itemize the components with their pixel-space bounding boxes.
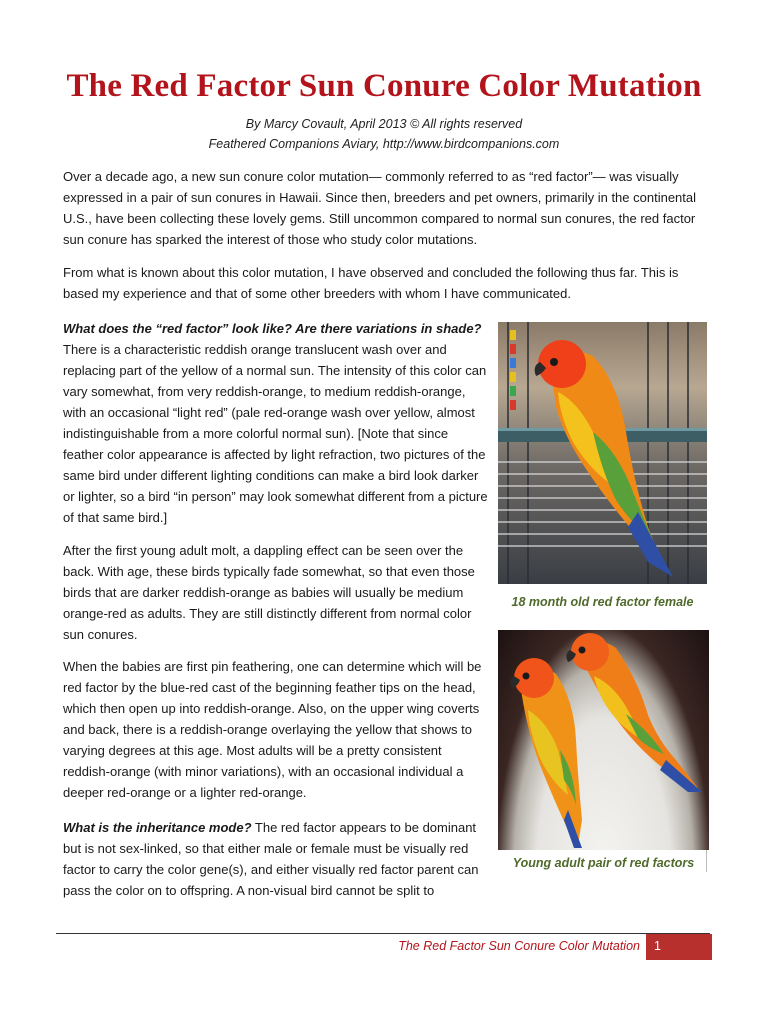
appearance-question: What does the “red factor” look like? Are there variations in shade? bbox=[63, 321, 482, 336]
inheritance-paragraph: The red factor appears to be dominant but is not sex-linked, so that either male or female must be visually red factor to carry the color gene(s), and either visually red factor parent can pass the color on to offspring. A non-visual bird cannot be split to bbox=[63, 820, 479, 898]
page-number-box bbox=[646, 934, 712, 960]
appearance-paragraph: There is a characteristic reddish orange translucent wash over and replacing part of the yellow of a normal sun. The intensity of this color can vary somewhat, from very reddish-orange, to medium reddish-orange, with an occasional “light red” (pale red-orange wash over yellow, almost indistinguishable from a more colorful normal sun). [Note that since feather color appearance is affected by light refraction, two pictures of the same bird under different lighting conditions can make a bird look darker or lighter, so a bird “in person” may look somewhat different from a picture of that same bird.] bbox=[63, 342, 488, 525]
pin-feathering-paragraph: When the babies are first pin feathering, one can determine which will be red factor by the blue-red cast of the beginning feather tips on the head, which then open up into reddish-orange. Also, on the upper wing coverts and back, there is a reddish-orange overlaying the yellow that shows to varying degrees at this age. Most adults will be a pretty consistent reddish-orange (with minor variations), with an occasional individual a deeper red-orange or a lighter red-orange. bbox=[63, 659, 482, 800]
aviary-byline: Feathered Companions Aviary, http://www.birdcompanions.com bbox=[208, 137, 560, 151]
document-title: The Red Factor Sun Conure Color Mutation bbox=[66, 68, 702, 104]
molt-paragraph: After the first young adult molt, a dappling effect can be seen over the back. With age, these birds typically fade somewhat, so that even those birds that are darker reddish-orange as babies will usually be medium orange-red as adults. They are still distinctly different from normal color sun conures. bbox=[63, 543, 475, 642]
footer-running-title: The Red Factor Sun Conure Color Mutation bbox=[398, 939, 640, 953]
red-factor-pair-photo bbox=[498, 630, 709, 850]
author-byline: By Marcy Covault, April 2013 © All rights reserved bbox=[245, 117, 523, 131]
photo-caption-pair: Young adult pair of red factors bbox=[512, 856, 695, 870]
footer-rule bbox=[56, 933, 710, 934]
photo-caption-female: 18 month old red factor female bbox=[511, 595, 694, 609]
appearance-section bbox=[63, 318, 488, 528]
observations-paragraph: From what is known about this color mutation, I have observed and concluded the following thus far. This is based my experience and that of some other breeders with whom I have communicated. bbox=[63, 265, 679, 301]
red-factor-female-photo bbox=[498, 322, 707, 584]
inheritance-question: What is the inheritance mode? bbox=[63, 820, 252, 835]
page-number: 1 bbox=[654, 939, 661, 953]
inheritance-section bbox=[63, 817, 488, 901]
intro-paragraph: Over a decade ago, a new sun conure color mutation— commonly referred to as “red factor”— was visually expressed in a pair of sun conures in Hawaii. Since then, breeders and pet owners, primarily in the continental U.S., have been collecting these lovely gems. Still uncommon compared to normal sun conures, the red factor sun conure has sparked the interest of those who study color mutations. bbox=[63, 169, 697, 247]
